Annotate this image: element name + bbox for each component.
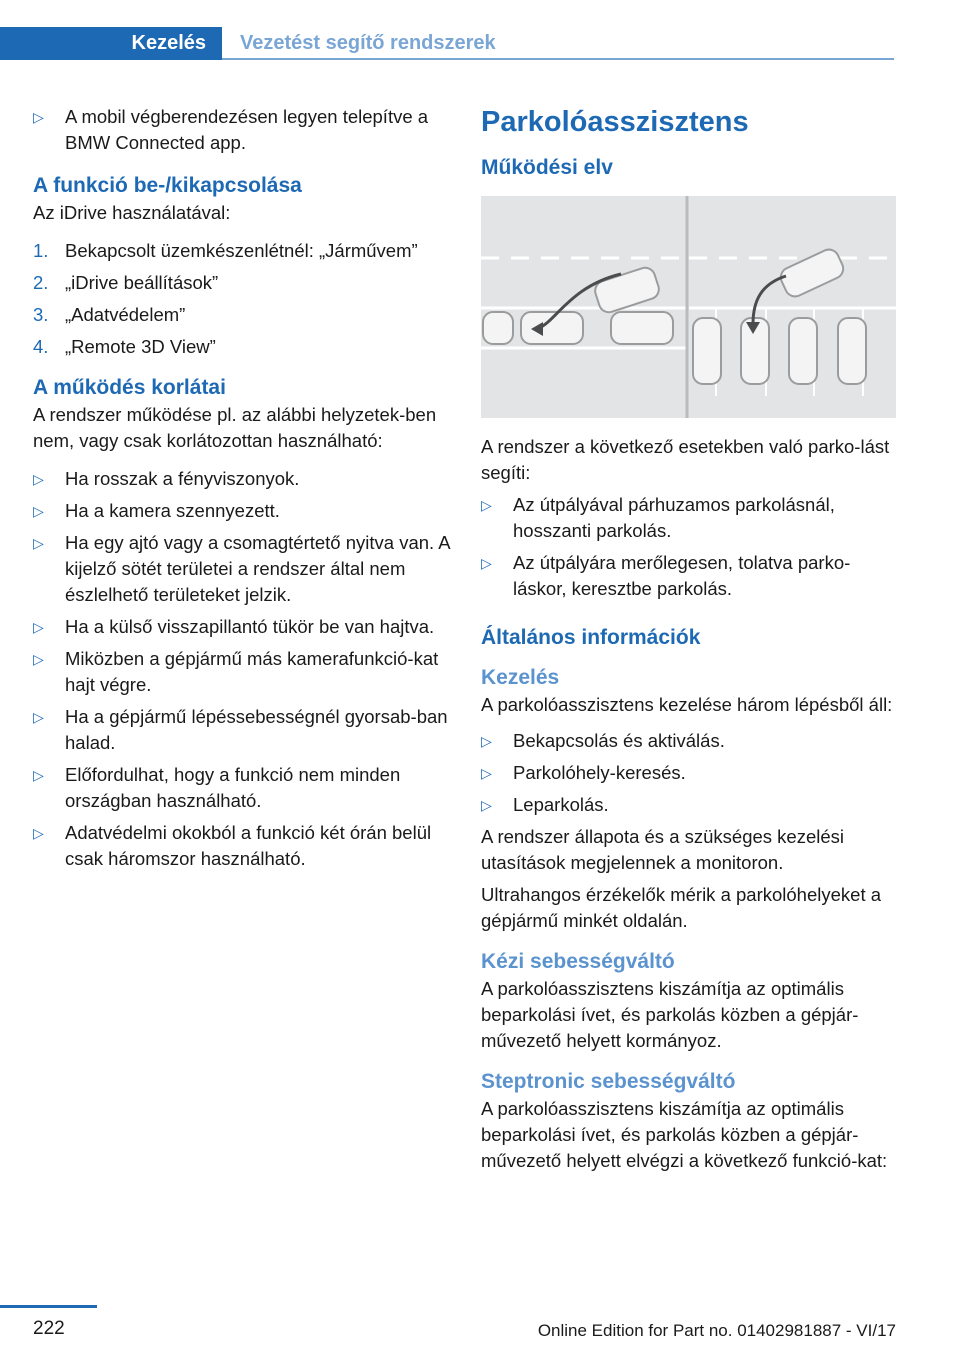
list-item-text: Az útpályára merőlegesen, tolatva parko-láskor, keresztbe parkolás. (513, 552, 851, 599)
list-item (33, 762, 453, 814)
list-item-text: Ha egy ajtó vagy a csomagtértető nyitva van. A kijelző sötét területei a rendszer által nem észlelhető területeket jelzik. (65, 532, 450, 605)
parking-illustration (481, 196, 896, 418)
triangle-right-icon: ▷ (33, 471, 44, 487)
list-item (33, 646, 453, 698)
list-item (33, 466, 453, 492)
header-divider (222, 58, 894, 60)
step-number: 4. (33, 336, 49, 357)
limits-heading: A működés korlátai (33, 376, 226, 399)
list-item (33, 530, 453, 608)
principle-text: A rendszer a következő esetekben való parko-lást segíti: (481, 436, 890, 483)
step-number: 2. (33, 272, 49, 293)
status-text: A rendszer állapota és a szükséges kezelési utasítások megjelennek a monitoron. (481, 826, 845, 873)
right-column (481, 104, 896, 1180)
list-item-text: Leparkolás. (513, 794, 609, 815)
steptronic-text: A parkolóasszisztens kiszámítja az optimális beparkolási ívet, és parkolás közben a gépjár-művezető helyett elvégzi a következő funkció-kat: (481, 1098, 888, 1171)
triangle-right-icon: ▷ (33, 503, 44, 519)
toggle-intro: Az iDrive használatával: (33, 202, 231, 223)
list-item (481, 728, 896, 754)
left-column (33, 104, 453, 878)
list-item-text: Ha rosszak a fényviszonyok. (65, 468, 300, 489)
step-text: „Adatvédelem” (65, 304, 186, 325)
list-item (33, 820, 453, 872)
list-item-text: Az útpályával párhuzamos parkolásnál, hosszanti parkolás. (513, 494, 835, 541)
triangle-right-icon: ▷ (33, 109, 44, 125)
page-number: 222 (33, 1318, 65, 1339)
list-item-text: Bekapcsolás és aktiválás. (513, 730, 725, 751)
list-item (481, 550, 896, 602)
triangle-right-icon: ▷ (33, 709, 44, 725)
section-tab-inactive: Vezetést segítő rendszerek (240, 32, 496, 54)
step-text: Bekapcsolt üzemkészenlétnél: „Járművem” (65, 240, 418, 261)
list-item-text: Miközben a gépjármű más kamerafunkció-kat hajt végre. (65, 648, 439, 695)
manual-heading: Kézi sebességváltó (481, 950, 675, 973)
operation-text: A parkolóasszisztens kezelése három lépésből áll: (481, 694, 893, 715)
step-number: 3. (33, 304, 49, 325)
list-item (481, 760, 896, 786)
list-item (33, 498, 453, 524)
footer-divider (0, 1305, 97, 1308)
list-item (481, 492, 896, 544)
list-item (33, 614, 453, 640)
list-item-text: Parkolóhely-keresés. (513, 762, 686, 783)
section-tab-active: Kezelés (0, 27, 222, 60)
general-heading: Általános információk (481, 626, 701, 649)
toggle-heading: A funkció be-/kikapcsolása (33, 174, 302, 197)
step-text: „Remote 3D View” (65, 336, 216, 357)
step-item (33, 334, 453, 360)
list-item (481, 792, 896, 818)
principle-heading: Működési elv (481, 156, 613, 179)
triangle-right-icon: ▷ (481, 733, 492, 749)
step-number: 1. (33, 240, 49, 261)
list-item-text: A mobil végberendezésen legyen telepítve a BMW Connected app. (65, 106, 429, 153)
triangle-right-icon: ▷ (33, 825, 44, 841)
steptronic-heading: Steptronic sebességváltó (481, 1070, 736, 1093)
manual-text: A parkolóasszisztens kiszámítja az optimális beparkolási ívet, és parkolás közben a gépjár-művezető helyett kormányoz. (481, 978, 859, 1051)
step-item (33, 270, 453, 296)
parking-diagram-svg (481, 196, 896, 418)
triangle-right-icon: ▷ (481, 765, 492, 781)
step-item (33, 302, 453, 328)
sensor-text: Ultrahangos érzékelők mérik a parkolóhelyeket a gépjármű minkét oldalán. (481, 884, 882, 931)
triangle-right-icon: ▷ (33, 767, 44, 783)
step-item (33, 238, 453, 264)
triangle-right-icon: ▷ (481, 797, 492, 813)
list-item (33, 104, 453, 156)
list-item (33, 704, 453, 756)
operation-heading: Kezelés (481, 666, 560, 689)
step-text: „iDrive beállítások” (65, 272, 219, 293)
page-header (0, 27, 894, 60)
triangle-right-icon: ▷ (481, 555, 492, 571)
list-item-text: Ha a kamera szennyezett. (65, 500, 280, 521)
list-item-text: Ha a gépjármű lépéssebességnél gyorsab-ban halad. (65, 706, 448, 753)
triangle-right-icon: ▷ (33, 651, 44, 667)
section-title: Parkolóasszisztens (481, 106, 749, 138)
triangle-right-icon: ▷ (481, 497, 492, 513)
edition-text: Online Edition for Part no. 01402981887 - VI/17 (537, 1321, 896, 1340)
list-item-text: Adatvédelmi okokból a funkció két órán belül csak háromszor használható. (65, 822, 432, 869)
triangle-right-icon: ▷ (33, 535, 44, 551)
triangle-right-icon: ▷ (33, 619, 44, 635)
limits-intro: A rendszer működése pl. az alábbi helyzetek-ben nem, vagy csak korlátozottan használható: (33, 404, 437, 451)
list-item-text: Ha a külső visszapillantó tükör be van hajtva. (65, 616, 435, 637)
list-item-text: Előfordulhat, hogy a funkció nem minden országban használható. (65, 764, 401, 811)
